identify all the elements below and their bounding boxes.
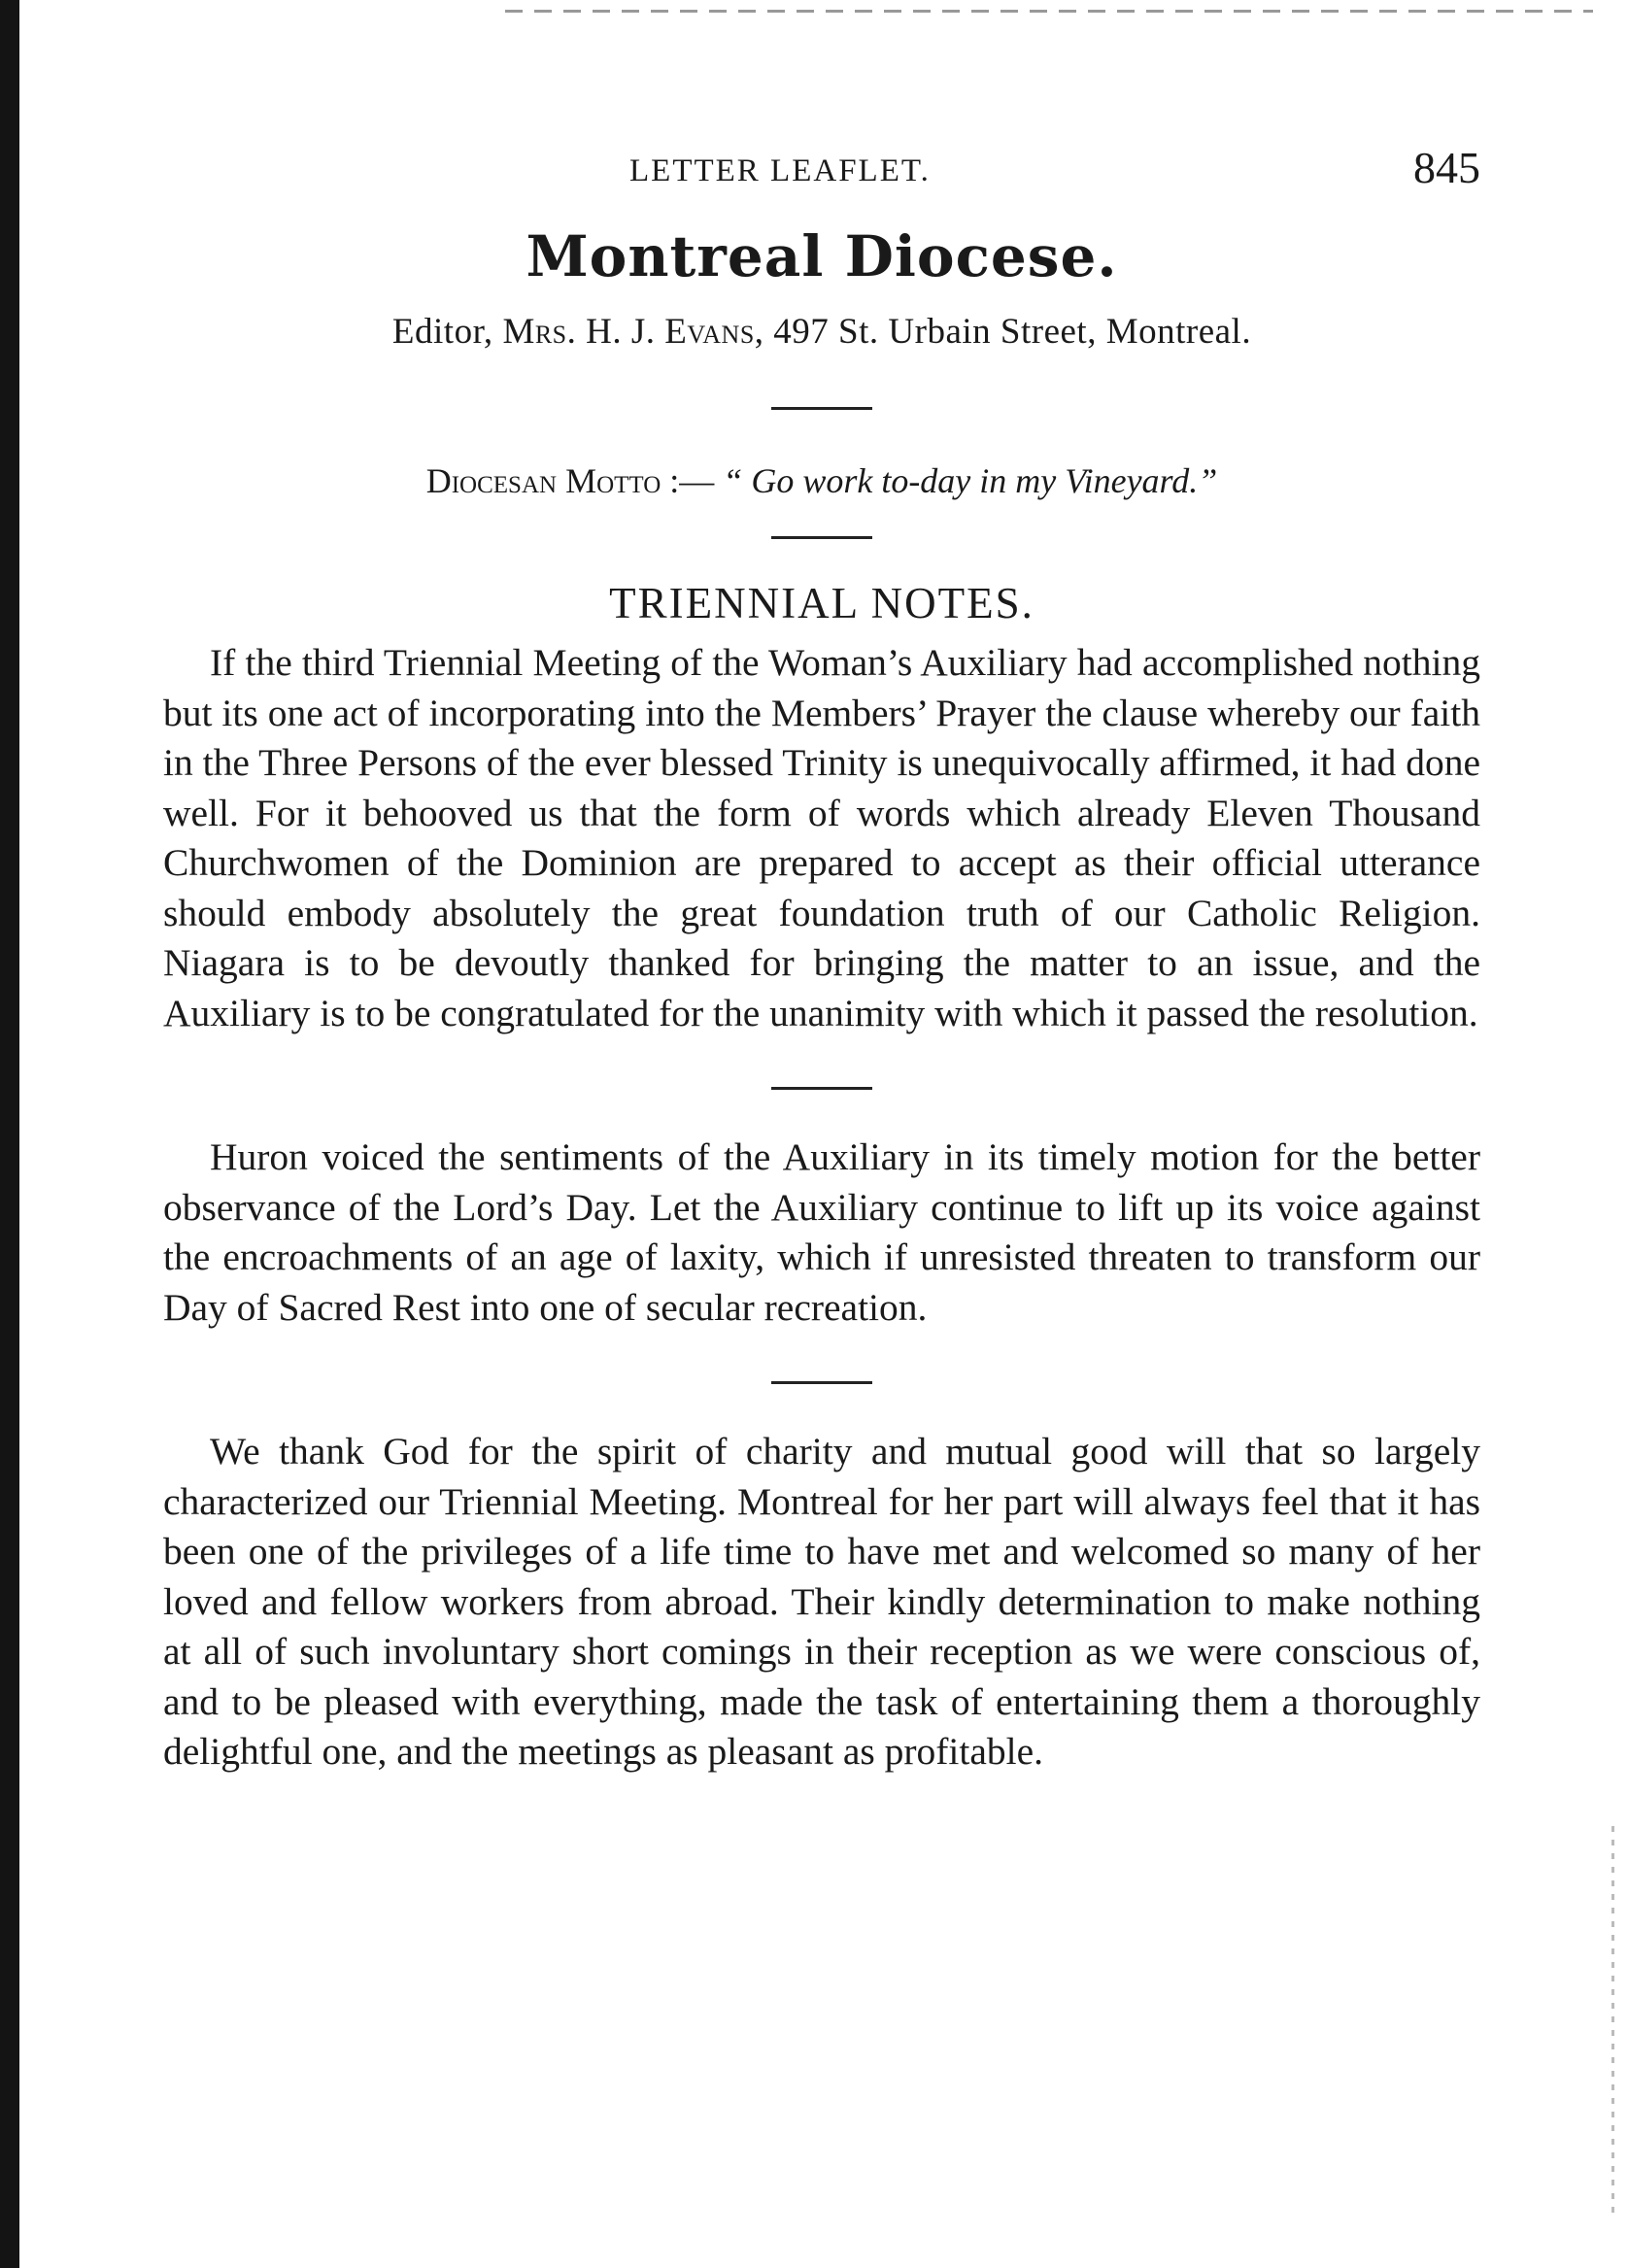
editor-name: Mrs. H. J. Evans, <box>502 312 764 352</box>
motto-separator: :— <box>661 461 715 500</box>
editor-label: Editor, <box>391 312 493 352</box>
notes-heading: TRIENNIAL NOTES. <box>609 579 1034 627</box>
editor-address: 497 St. Urbain Street, Montreal. <box>773 312 1252 352</box>
scan-right-edge <box>1611 1826 1614 2215</box>
motto-text: “ Go work to-day in my Vineyard.” <box>723 461 1218 500</box>
scan-left-edge <box>0 0 19 2268</box>
divider-rule <box>771 1087 872 1090</box>
scan-top-edge <box>505 10 1593 13</box>
page-number: 845 <box>1413 143 1480 192</box>
paragraph-1: If the third Triennial Meeting of the Woman’s Auxiliary had accomplished nothing but its one act of incorporating into the Members’ Prayer the clause whereby our faith in the Three Persons of the ever blessed Trinity is unequivocally affirmed, it had done well. For it behooved us that the form of words which already Eleven Thousand Churchwomen of the Dominion are prepared to accept as their official utterance should embody absolutely the great foundation truth of our Catholic Religion. Niagara is to be devoutly thanked for bringing the matter to an issue, and the Auxiliary is to be congratulated for the unanimity with which it passed the resolution. <box>163 641 1480 1034</box>
paragraph-3: We thank God for the spirit of charity and mutual good will that so largely characterized our Triennial Meeting. Montreal for her part will always feel that it has been one of the privileges of a life time to have met and welcomed so many of her loved and fellow workers from abroad. Their kindly determination to make nothing at all of such involuntary short comings in their reception as we were conscious of, and to be pleased with everything, made the task of entertaining them a thoroughly delightful one, and the meetings as pleasant as profitable. <box>163 1430 1480 1773</box>
running-head <box>163 136 1480 194</box>
divider-rule <box>771 1381 872 1384</box>
section-title: Montreal Diocese. <box>526 223 1118 289</box>
divider-rule <box>771 536 872 539</box>
paragraph-2: Huron voiced the sentiments of the Auxiliary in its timely motion for the better observance of the Lord’s Day. Let the Auxiliary continue to lift up its voice against the encroachments of an age of laxity, which if unresisted threaten to transform our Day of Sacred Rest into one of secular recreation. <box>163 1135 1480 1329</box>
diocesan-motto <box>163 460 1480 501</box>
running-title: LETTER LEAFLET. <box>629 153 931 188</box>
editor-line <box>163 311 1480 353</box>
document-page <box>163 136 1480 1777</box>
divider-rule <box>771 407 872 410</box>
motto-label: Diocesan Motto <box>425 461 661 500</box>
